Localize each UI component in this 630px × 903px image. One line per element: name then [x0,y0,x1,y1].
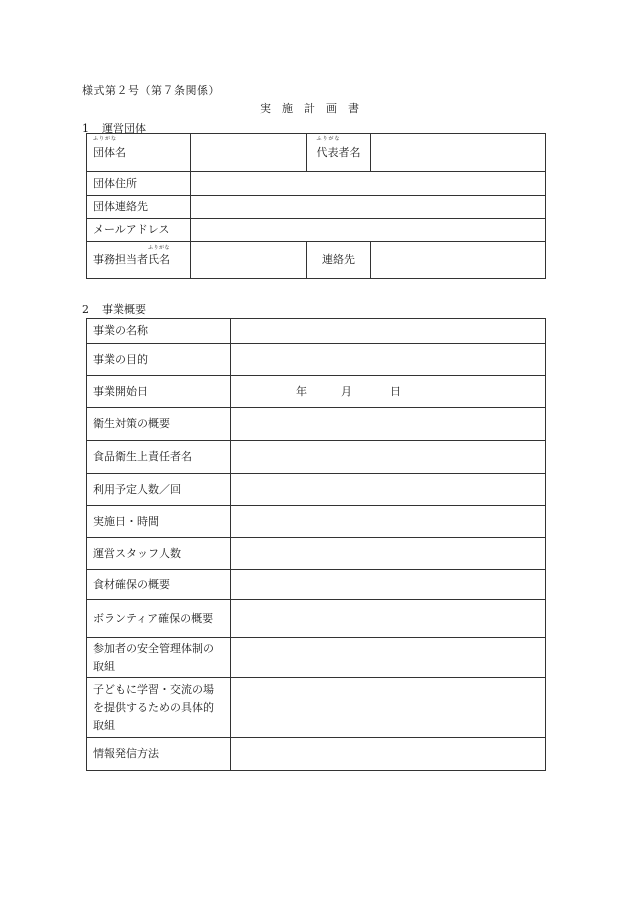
staff-name-ruby: ふりがな [147,245,170,251]
project-purpose-label: 事業の目的 [87,344,231,376]
ingredients-field[interactable] [231,570,546,600]
table-row [87,474,546,506]
day-unit: 日 [390,384,401,398]
address-label: 団体住所 [87,172,191,196]
staff-name-label: ふりがな 事務担当者氏名 [87,242,191,279]
table-row [87,172,546,196]
staff-contact-field[interactable] [371,242,546,279]
start-date-label: 事業開始日 [87,376,231,408]
staff-count-field[interactable] [231,538,546,570]
schedule-label: 実施日・時間 [87,506,231,538]
hygiene-measures-field[interactable] [231,408,546,441]
email-label: メールアドレス [87,219,191,242]
table-row [87,538,546,570]
form-number-label: 様式第２号（第７条関係） [82,84,220,97]
project-purpose-field[interactable] [231,344,546,376]
table-row [87,638,546,678]
hygiene-measures-label: 衛生対策の概要 [87,408,231,441]
project-name-field[interactable] [231,319,546,344]
representative-ruby: ふりがな [316,135,341,142]
food-hygiene-manager-field[interactable] [231,441,546,474]
section-1-number: 1 [82,122,89,135]
project-name-label: 事業の名称 [87,319,231,344]
learning-exchange-field[interactable] [231,678,546,738]
table-row [87,408,546,441]
representative-field[interactable] [371,134,546,172]
address-field[interactable] [191,172,546,196]
volunteer-field[interactable] [231,600,546,638]
group-name-field[interactable] [191,134,307,172]
email-field[interactable] [191,219,546,242]
contact-label: 団体連絡先 [87,196,191,219]
section-2-number: 2 [82,303,89,316]
expected-users-field[interactable] [231,474,546,506]
section-2-heading [82,301,146,317]
table-row [87,600,546,638]
staff-contact-label: 連絡先 [307,242,371,279]
section-1-title: 運営団体 [102,122,146,135]
info-dissemination-field[interactable] [231,738,546,771]
table-row [87,134,546,172]
staff-name-field[interactable] [191,242,307,279]
table-row [87,506,546,538]
representative-label: ふりがな 代表者名 [307,134,371,172]
group-name-ruby: ふりがな [93,135,118,142]
year-unit: 年 [296,384,307,398]
table-row [87,738,546,771]
info-dissemination-label: 情報発信方法 [87,738,231,771]
table-row [87,570,546,600]
table-row [87,376,546,408]
organization-table [86,133,546,279]
expected-users-label: 利用予定人数／回 [87,474,231,506]
table-row [87,319,546,344]
table-row [87,441,546,474]
staff-count-label: 運営スタッフ人数 [87,538,231,570]
table-row [87,344,546,376]
volunteer-label: ボランティア確保の概要 [87,600,231,638]
month-unit: 月 [341,384,352,398]
project-overview-table [86,318,546,771]
safety-management-label: 参加者の安全管理体制の取組 [87,638,231,678]
ingredients-label: 食材確保の概要 [87,570,231,600]
safety-management-field[interactable] [231,638,546,678]
learning-exchange-label: 子どもに学習・交流の場を提供するための具体的取組 [87,678,231,738]
food-hygiene-manager-label: 食品衛生上責任者名 [87,441,231,474]
table-row [87,242,546,279]
schedule-field[interactable] [231,506,546,538]
table-row [87,219,546,242]
group-name-label: ふりがな 団体名 [87,134,191,172]
section-2-title: 事業概要 [102,303,146,316]
contact-field[interactable] [191,196,546,219]
start-date-field[interactable] [231,376,546,408]
document-title: 実施計画書 [260,102,370,115]
table-row [87,678,546,738]
table-row [87,196,546,219]
